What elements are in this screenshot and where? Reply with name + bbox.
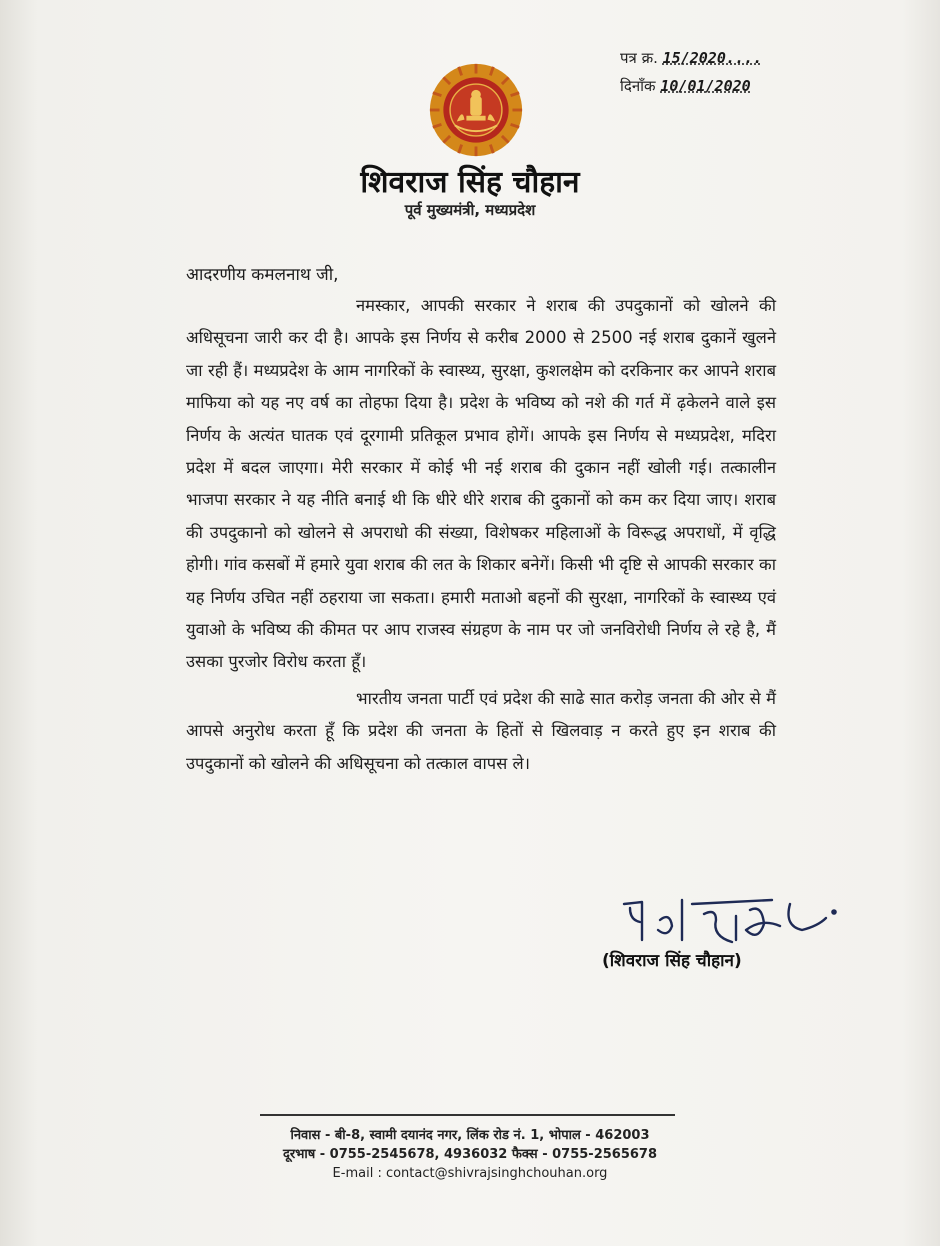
- footer: [220, 1126, 720, 1183]
- letter-date-label: दिनाँक: [620, 77, 656, 95]
- letter-number: [620, 44, 762, 72]
- signature-name: (शिवराज सिंह चौहान): [602, 951, 742, 971]
- letter-date: [620, 72, 762, 100]
- footer-address: निवास - बी-8, स्वामी दयानंद नगर, लिंक रोड नं. 1, भोपाल - 462003: [290, 1128, 650, 1143]
- madhya-pradesh-emblem-icon: [428, 62, 524, 158]
- sender-designation: पूर्व मुख्यमंत्री, मध्यप्रदेश: [404, 201, 536, 219]
- letter-date-value: 10/01/2020: [660, 77, 751, 95]
- letter-number-label: पत्र क्र.: [620, 49, 658, 67]
- salutation: आदरणीय कमलनाथ जी,: [186, 265, 339, 285]
- footer-email: E-mail : contact@shivrajsinghchouhan.org: [332, 1166, 608, 1181]
- sender-name: शिवराज सिंह चौहान: [360, 165, 580, 200]
- letter-body: [186, 290, 776, 780]
- letter-paragraph-1: नमस्कार, आपकी सरकार ने शराब की उपदुकानों को खोलने की अधिसूचना जारी कर दी है। आपके इस निर्णय से करीब 2000 से 2500 नई शराब दुकानें खुलने जा रही हैं। मध्यप्रदेश के आम नागरिकों के स्वास्थ्य, सुरक्षा, कुशलक्षेम को दरकिनार कर आपने शराब माफिया को यह नए वर्ष का तोहफा दिया है। प्रदेश के भविष्य को नशे की गर्त में ढ़केलने वाले इस निर्णय के अत्यंत घातक एवं दूरगामी प्रतिकूल प्रभाव होगें। आपके इस निर्णय से मध्यप्रदेश, मदिरा प्रदेश में बदल जाएगा। मेरी सरकार में कोई भी नई शराब की दुकान नहीं खोली गई। तत्कालीन भाजपा सरकार ने यह नीति बनाई थी कि धीरे धीरे शराब की दुकानों को कम कर दिया जाए। शराब की उपदुकानो को खोलने से अपराधो की संख्या, विशेषकर महिलाओं के विरूद्ध अपराधों, में वृद्धि होगी। गांव कसबों में हमारे युवा शराब की लत के शिकार बनेगें। किसी भी दृष्टि से आपकी सरकार का यह निर्णय उचित नहीं ठहराया जा सकता। हमारी मताओ बहनों की सुरक्षा, नागरिकों के स्वास्थ्य एवं युवाओ के भविष्य की कीमत पर आप राजस्व संग्रहण के नाम पर जो जनविरोधी निर्णय ले रहे है, मैं उसका पुरजोर विरोध करता हूँ।: [186, 296, 777, 672]
- letter-paragraph-2: भारतीय जनता पार्टी एवं प्रदेश की साढे सात करोड़ जनता की ओर से मैं आपसे अनुरोध करता हूँ कि प्रदेश की जनता के हितों से खिलवाड़ न करते हुए इन शराब की उपदुकानों को खोलने की अधिसूचना को तत्काल वापस ले।: [186, 688, 776, 773]
- letter-number-value: 15/2020....: [662, 49, 762, 67]
- handwritten-signature: [612, 890, 842, 950]
- footer-phone: दूरभाष - 0755-2545678, 4936032 फैक्स - 0755-2565678: [282, 1147, 658, 1162]
- footer-divider: [260, 1114, 675, 1116]
- reference-block: [620, 44, 762, 100]
